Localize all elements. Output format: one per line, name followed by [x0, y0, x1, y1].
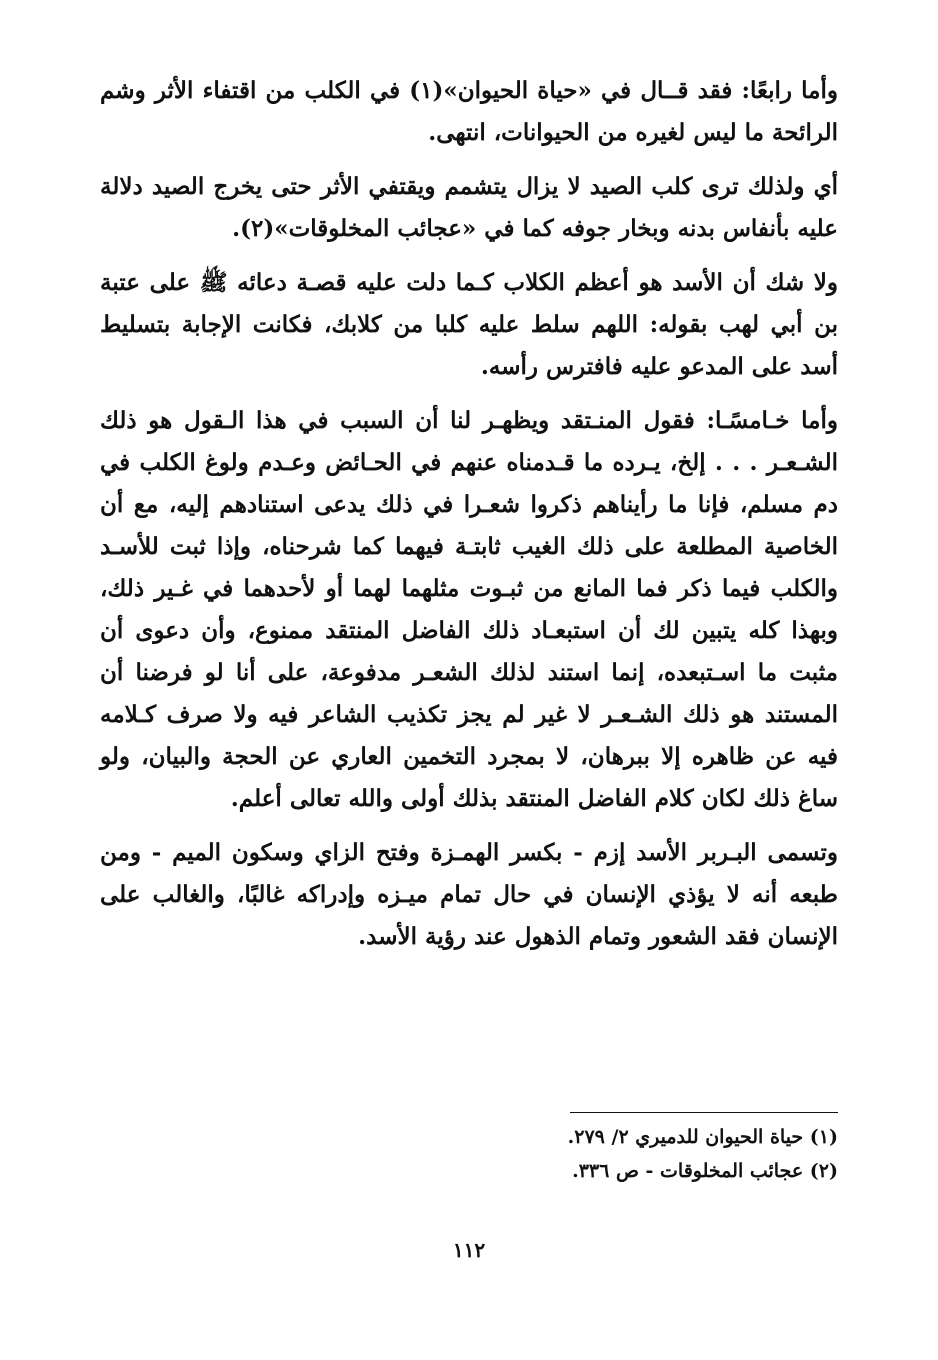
paragraph-5: وتسمى البـربر الأسد إزم - بكسر الهمـزة وفتح الزاي وسكون الميم - ومن طبعه أنه لا يؤذي الإنسان في حال تمام ميـزه وإدراكه غالبًا، والغالب على الإنسان فقد الشعور وتمام الذهول عند رؤية الأسد. — [100, 839, 838, 950]
footnotes — [100, 1120, 838, 1188]
main-text — [100, 70, 838, 970]
footnote-divider — [570, 1112, 838, 1113]
paragraph-4: وأما خـامسًـا: فقول المنـتقد ويظهـر لنا أن السبب في هذا الـقول هو ذلك الشـعـر . . . إلخ، يـرده ما قـدمناه عنهم في الحـائض وعـدم ولوغ الكلب في دم مسلم، فإنا ما رأيناهم ذكروا شعـرا في ذلك يدعى استنادهم إليه، مع أن الخاصية المطلعة على ذلك الغيب ثابتـة فيهما كما شرحناه، وإذا ثبت للأسـد والكلب فيما ذكر فما المانع من ثبـوت مثلهما لهما أو لأحدهما في غـير ذلك، وبهذا كله يتبين لك أن استبعـاد ذلك الفاضل المنتقد ممنوع، وأن دعوى أن مثبت ما اسـتبعده، إنما استند لذلك الشعـر مدفوعة، على أنا لو فرضنا أن المستند هو ذلك الشـعـر لا غير لم يجز تكذيب الشاعر فيه ولا صرف كـلامه فيه عن ظاهره إلا ببرهان، لا بمجرد التخمين العاري عن الحجة والبيان، ولو ساغ ذلك لكان كلام الفاضل المنتقد بذلك أولى والله تعالى أعلم. — [100, 407, 838, 812]
paragraph-1: وأما رابعًا: فقد قــال في «حياة الحيوان»(١) في الكلب من اقتفاء الأثر وشم الرائحة ما ليس لغيره من الحيوانات، انتهى. — [100, 77, 838, 146]
footnote-1: (١) حياة الحيوان للدميري ٢/ ٢٧٩. — [567, 1126, 838, 1148]
page-number: ١١٢ — [452, 1238, 486, 1262]
paragraph-2: أي ولذلك ترى كلب الصيد لا يزال يتشمم ويقتفي الأثر حتى يخرج الصيد دلالة عليه بأنفاس بدنه وبخار جوفه كما في «عجائب المخلوقات»(٢). — [100, 173, 838, 242]
footnote-2: (٢) عجائب المخلوقات - ص ٣٣٦. — [572, 1160, 838, 1182]
paragraph-3: ولا شك أن الأسد هو أعظم الكلاب كـما دلت عليه قصـة دعائه ﷺ على عتبة بن أبي لهب بقوله: اللهم سلط عليه كلبا من كلابك، فكانت الإجابة بتسليط أسد على المدعو عليه فافترس رأسه. — [100, 269, 838, 380]
